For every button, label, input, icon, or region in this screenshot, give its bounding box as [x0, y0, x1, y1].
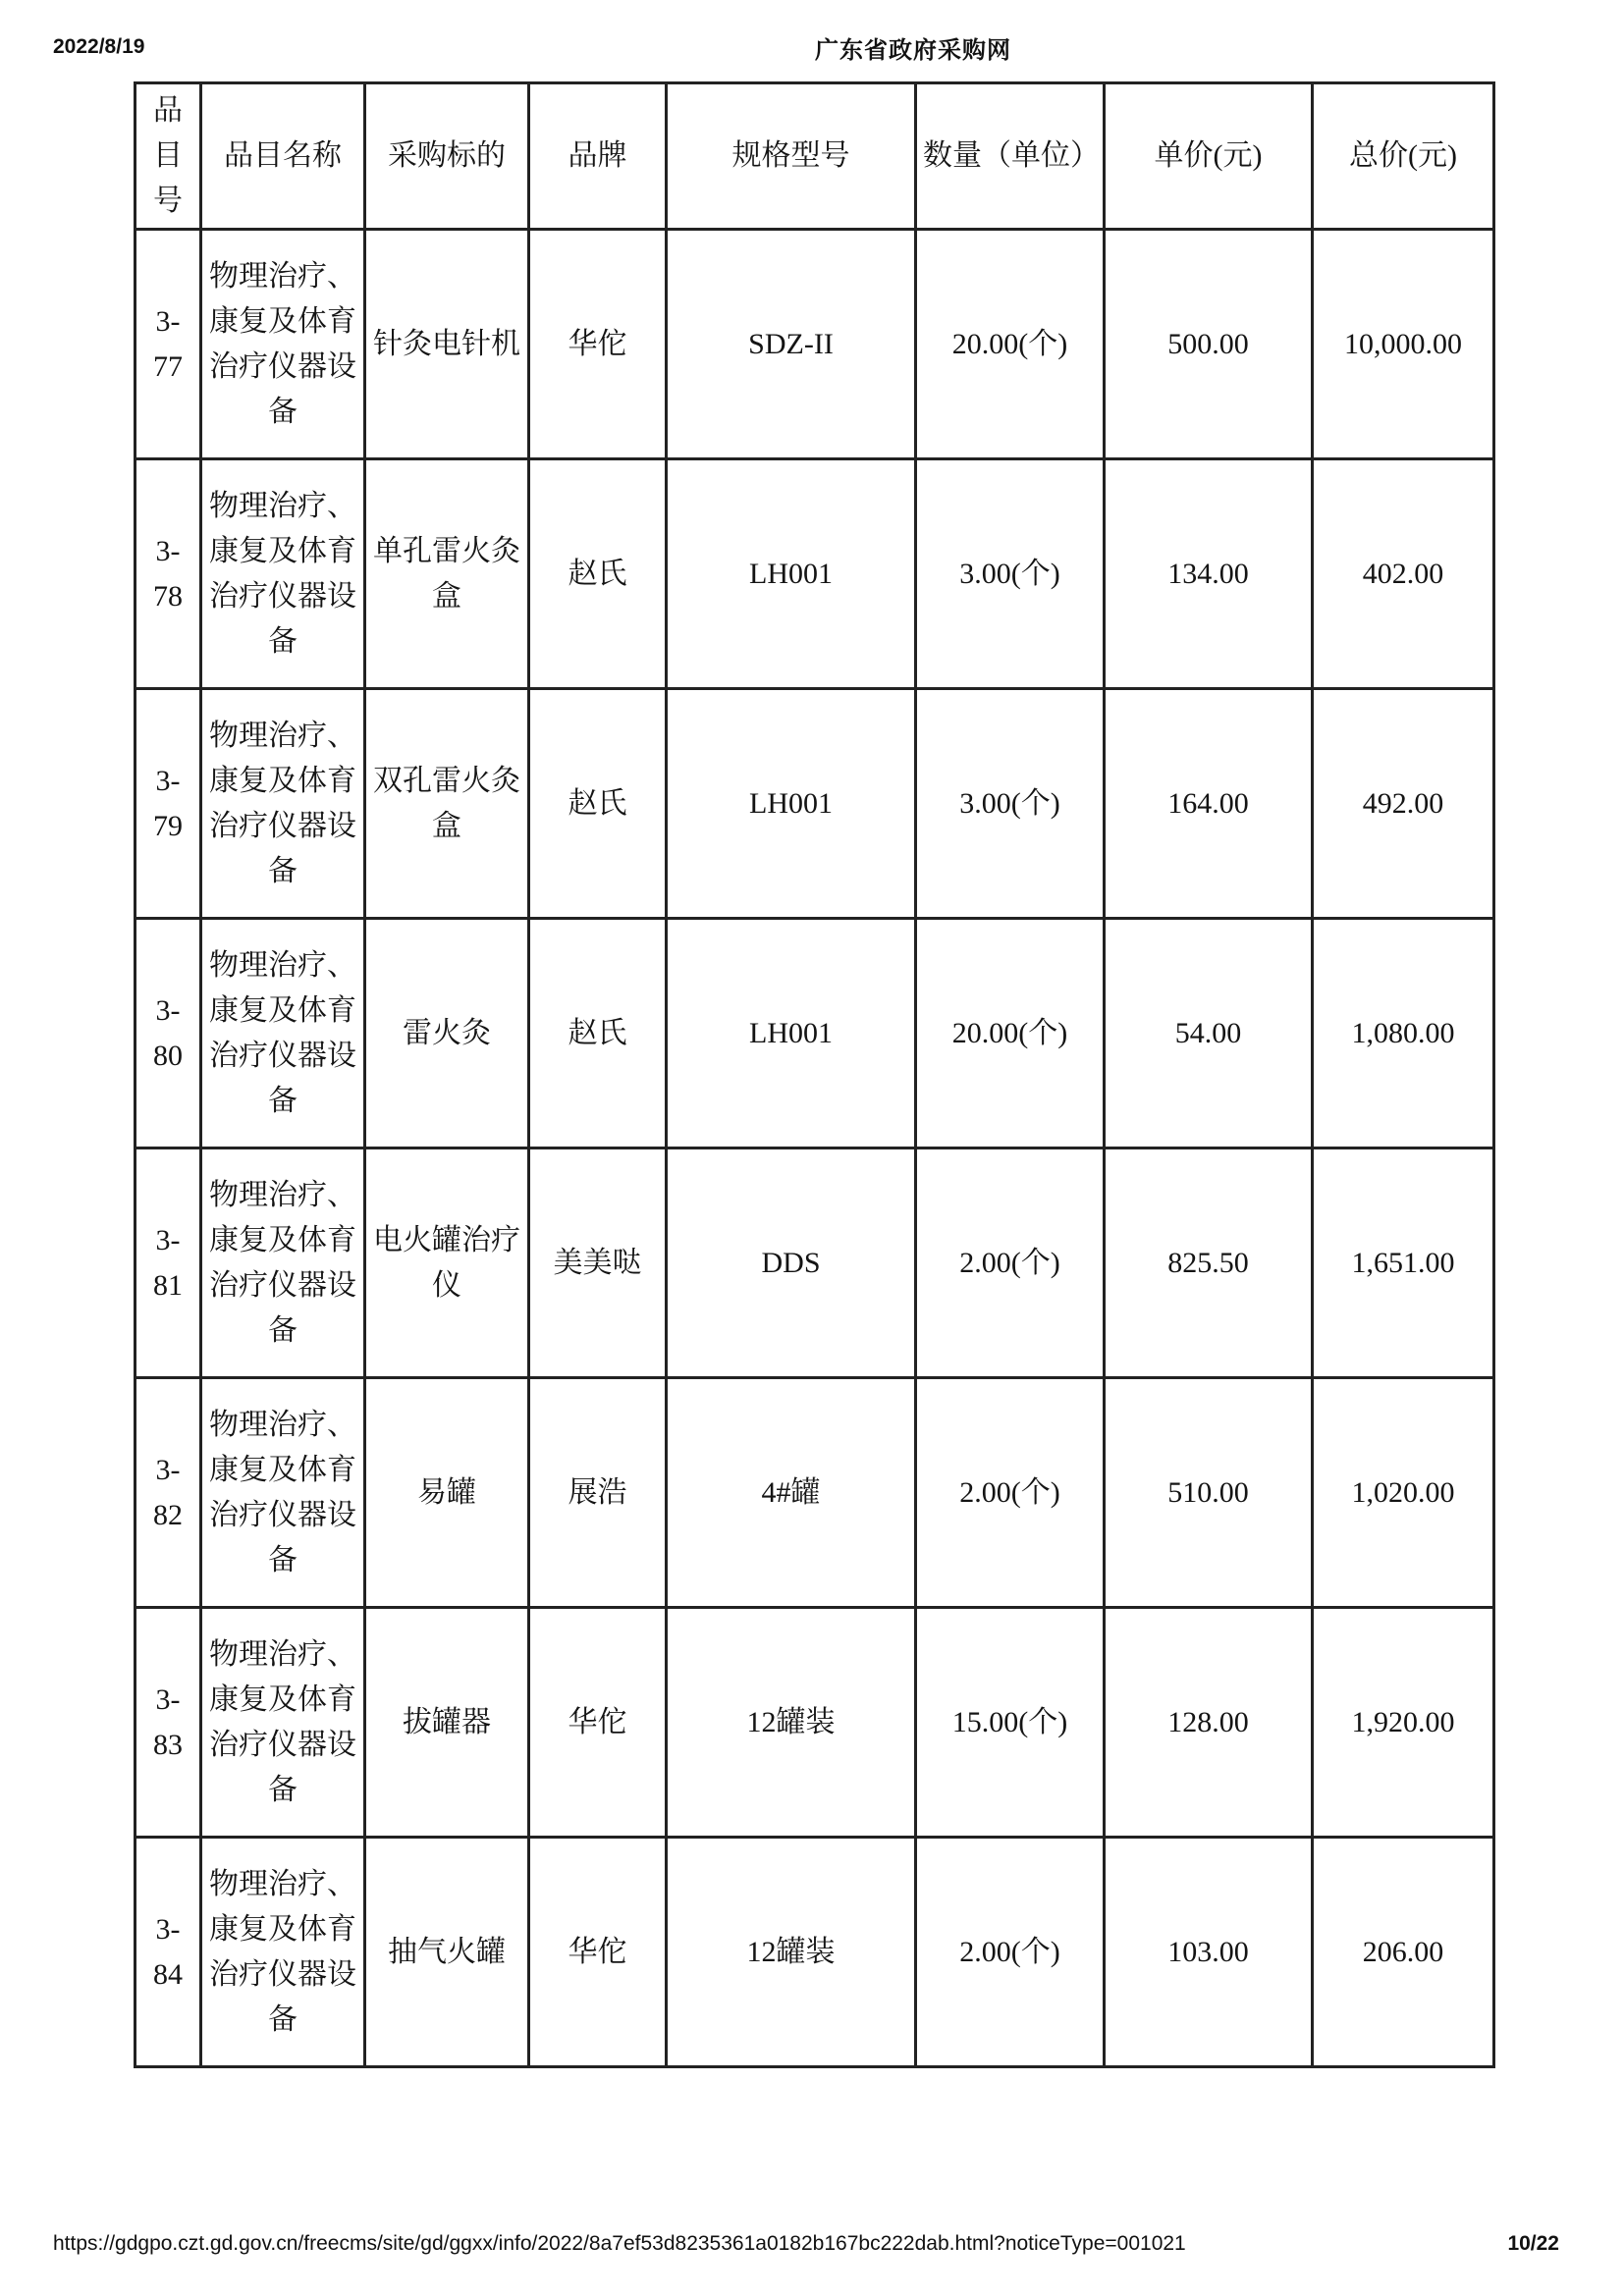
cell-brand: 赵氏 [529, 919, 667, 1148]
cell-total-price: 402.00 [1313, 459, 1494, 689]
cell-procurement-target: 双孔雷火灸盒 [365, 689, 529, 919]
col-header-unit-price: 单价(元) [1105, 83, 1313, 230]
cell-unit-price: 134.00 [1105, 459, 1313, 689]
procurement-items-table [134, 81, 1495, 2068]
cell-brand: 华佗 [529, 1838, 667, 2067]
cell-unit-price: 164.00 [1105, 689, 1313, 919]
cell-unit-price: 54.00 [1105, 919, 1313, 1148]
table-row [135, 459, 1494, 689]
cell-model: LH001 [667, 689, 916, 919]
table-row [135, 689, 1494, 919]
cell-quantity: 20.00(个) [916, 919, 1105, 1148]
cell-total-price: 492.00 [1313, 689, 1494, 919]
table-header-row [135, 83, 1494, 230]
cell-item-no: 3-82 [135, 1378, 201, 1608]
cell-total-price: 1,020.00 [1313, 1378, 1494, 1608]
cell-model: DDS [667, 1148, 916, 1378]
cell-procurement-target: 拔罐器 [365, 1608, 529, 1838]
cell-item-no: 3-80 [135, 919, 201, 1148]
cell-total-price: 10,000.00 [1313, 230, 1494, 459]
cell-brand: 华佗 [529, 230, 667, 459]
col-header-brand: 品牌 [529, 83, 667, 230]
cell-model: LH001 [667, 459, 916, 689]
col-header-quantity: 数量（单位） [916, 83, 1105, 230]
cell-quantity: 3.00(个) [916, 459, 1105, 689]
cell-procurement-target: 针灸电针机 [365, 230, 529, 459]
cell-unit-price: 103.00 [1105, 1838, 1313, 2067]
cell-unit-price: 510.00 [1105, 1378, 1313, 1608]
print-date: 2022/8/19 [53, 35, 145, 58]
cell-total-price: 1,920.00 [1313, 1608, 1494, 1838]
cell-model: 12罐装 [667, 1838, 916, 2067]
cell-procurement-target: 易罐 [365, 1378, 529, 1608]
table-row [135, 230, 1494, 459]
cell-model: 4#罐 [667, 1378, 916, 1608]
cell-item-no: 3-77 [135, 230, 201, 459]
cell-unit-price: 500.00 [1105, 230, 1313, 459]
cell-item-name: 物理治疗、康复及体育治疗仪器设备 [201, 689, 365, 919]
cell-brand: 美美哒 [529, 1148, 667, 1378]
table-row [135, 919, 1494, 1148]
cell-model: 12罐装 [667, 1608, 916, 1838]
cell-quantity: 2.00(个) [916, 1148, 1105, 1378]
col-header-item-name: 品目名称 [201, 83, 365, 230]
cell-item-name: 物理治疗、康复及体育治疗仪器设备 [201, 1838, 365, 2067]
cell-procurement-target: 电火罐治疗仪 [365, 1148, 529, 1378]
cell-item-name: 物理治疗、康复及体育治疗仪器设备 [201, 1148, 365, 1378]
cell-procurement-target: 单孔雷火灸盒 [365, 459, 529, 689]
cell-total-price: 206.00 [1313, 1838, 1494, 2067]
table-row [135, 1378, 1494, 1608]
cell-item-name: 物理治疗、康复及体育治疗仪器设备 [201, 230, 365, 459]
table-row [135, 1608, 1494, 1838]
cell-item-name: 物理治疗、康复及体育治疗仪器设备 [201, 919, 365, 1148]
cell-model: LH001 [667, 919, 916, 1148]
cell-brand: 展浩 [529, 1378, 667, 1608]
cell-item-no: 3-83 [135, 1608, 201, 1838]
cell-total-price: 1,080.00 [1313, 919, 1494, 1148]
page-number: 10/22 [1507, 2232, 1559, 2255]
cell-item-no: 3-84 [135, 1838, 201, 2067]
cell-quantity: 15.00(个) [916, 1608, 1105, 1838]
cell-brand: 华佗 [529, 1608, 667, 1838]
cell-total-price: 1,651.00 [1313, 1148, 1494, 1378]
cell-item-name: 物理治疗、康复及体育治疗仪器设备 [201, 459, 365, 689]
cell-unit-price: 128.00 [1105, 1608, 1313, 1838]
cell-unit-price: 825.50 [1105, 1148, 1313, 1378]
cell-quantity: 20.00(个) [916, 230, 1105, 459]
cell-item-no: 3-79 [135, 689, 201, 919]
cell-quantity: 3.00(个) [916, 689, 1105, 919]
cell-quantity: 2.00(个) [916, 1378, 1105, 1608]
site-title: 广东省政府采购网 [815, 37, 1011, 64]
col-header-item-no: 品目号 [135, 83, 201, 230]
cell-quantity: 2.00(个) [916, 1838, 1105, 2067]
source-url: https://gdgpo.czt.gd.gov.cn/freecms/site/gd/ggxx/info/2022/8a7ef53d8235361a0182b167bc222dab.html?noticeType=001021 [53, 2232, 1186, 2255]
cell-procurement-target: 抽气火罐 [365, 1838, 529, 2067]
table-row [135, 1148, 1494, 1378]
cell-item-no: 3-78 [135, 459, 201, 689]
cell-item-name: 物理治疗、康复及体育治疗仪器设备 [201, 1378, 365, 1608]
cell-item-name: 物理治疗、康复及体育治疗仪器设备 [201, 1608, 365, 1838]
cell-brand: 赵氏 [529, 689, 667, 919]
cell-item-no: 3-81 [135, 1148, 201, 1378]
col-header-procurement-target: 采购标的 [365, 83, 529, 230]
table-row [135, 1838, 1494, 2067]
col-header-total-price: 总价(元) [1313, 83, 1494, 230]
col-header-model: 规格型号 [667, 83, 916, 230]
cell-brand: 赵氏 [529, 459, 667, 689]
cell-model: SDZ-II [667, 230, 916, 459]
cell-procurement-target: 雷火灸 [365, 919, 529, 1148]
